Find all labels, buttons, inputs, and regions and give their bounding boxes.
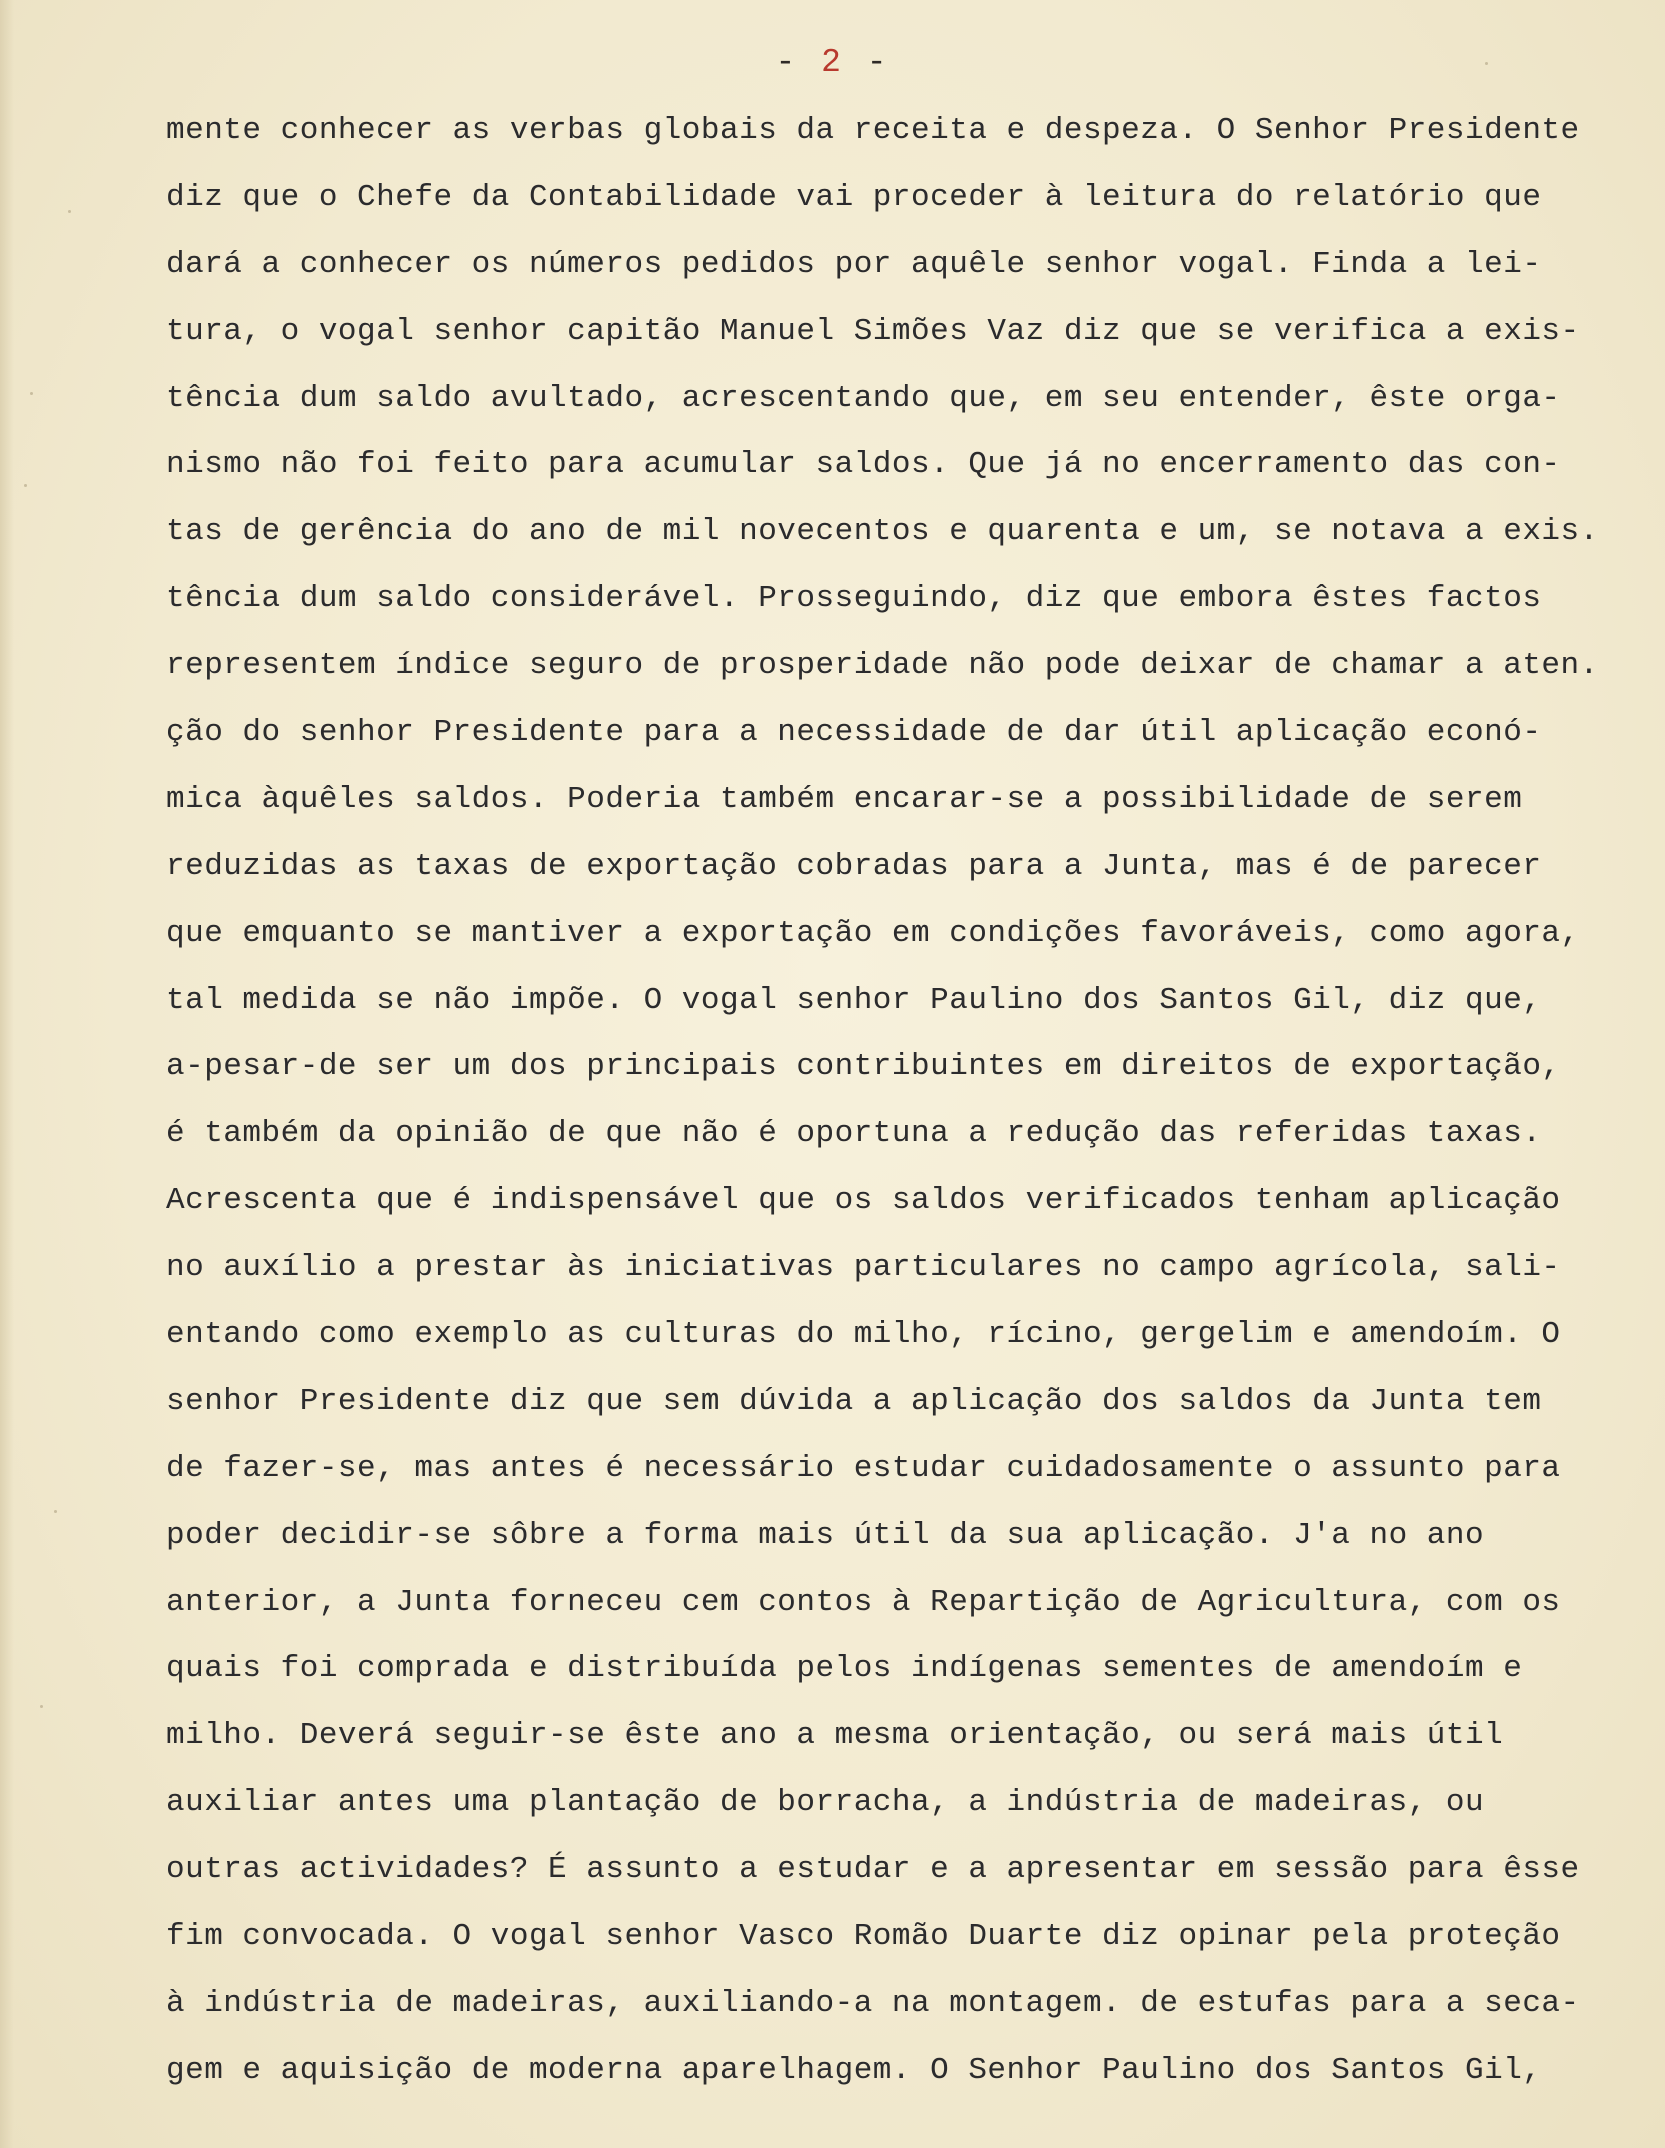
text-line: dará a conhecer os números pedidos por aquêle senhor vogal. Finda a lei-	[166, 246, 1542, 282]
text-line: tência dum saldo considerável. Prosseguindo, diz que embora êstes factos	[166, 581, 1542, 617]
text-line: a-pesar-de ser um dos principais contribuintes em direitos de exportação,	[166, 1049, 1561, 1085]
text-line: é também da opinião de que não é oportuna a redução das referidas taxas.	[166, 1116, 1542, 1152]
text-line: Acrescenta que é indispensável que os saldos verificados tenham aplicação	[166, 1183, 1561, 1219]
text-line: tal medida se não impõe. O vogal senhor Paulino dos Santos Gil, diz que,	[166, 982, 1542, 1018]
text-line: mente conhecer as verbas globais da receita e despeza. O Senhor Presidente	[166, 113, 1580, 148]
text-line: tas de gerência do ano de mil novecentos e quarenta e um, se notava a exis.	[166, 514, 1599, 550]
page-number	[0, 44, 1665, 81]
paper-speck	[68, 210, 71, 213]
text-line: nismo não foi feito para acumular saldos. Que já no encerramento das con-	[166, 447, 1561, 483]
paper-speck	[54, 1510, 57, 1513]
text-line: milho. Deverá seguir-se êste ano a mesma orientação, ou será mais útil	[166, 1718, 1504, 1754]
page-edge-shadow	[0, 0, 14, 2148]
text-line: de fazer-se, mas antes é necessário estudar cuidadosamente o assunto para	[166, 1450, 1561, 1486]
text-line: no auxílio a prestar às iniciativas particulares no campo agrícola, sali-	[166, 1250, 1561, 1286]
text-line: tência dum saldo avultado, acrescentando que, em seu entender, êste orga-	[166, 380, 1561, 416]
text-line: entando como exemplo as culturas do milho, rícino, gergelim e amendoím. O	[166, 1317, 1561, 1353]
paper-speck	[40, 1705, 43, 1708]
paper-speck	[24, 484, 27, 487]
text-line: senhor Presidente diz que sem dúvida a aplicação dos saldos da Junta tem	[166, 1383, 1542, 1419]
text-line: quais foi comprada e distribuída pelos indígenas sementes de amendoím e	[166, 1651, 1523, 1687]
page-number-suffix: -	[843, 44, 890, 81]
page-number-prefix: -	[775, 44, 822, 81]
text-line: anterior, a Junta forneceu cem contos à Repartição de Agricultura, com os	[166, 1584, 1561, 1620]
text-line: gem e aquisição de moderna aparelhagem. O Senhor Paulino dos Santos Gil,	[166, 2052, 1542, 2088]
paper-speck	[30, 392, 33, 395]
text-line: fim convocada. O vogal senhor Vasco Romão Duarte diz opinar pela proteção	[166, 1919, 1561, 1955]
text-line: representem índice seguro de prosperidade não pode deixar de chamar a aten.	[166, 648, 1599, 684]
text-line: diz que o Chefe da Contabilidade vai proceder à leitura do relatório que	[166, 179, 1542, 215]
text-line: à indústria de madeiras, auxiliando-a na montagem. de estufas para a seca-	[166, 1985, 1580, 2021]
text-line: outras actividades? É assunto a estudar e a apresentar em sessão para êsse	[166, 1852, 1580, 1888]
text-line: tura, o vogal senhor capitão Manuel Simões Vaz diz que se verifica a exis-	[166, 313, 1580, 349]
text-line: reduzidas as taxas de exportação cobradas para a Junta, mas é de parecer	[166, 848, 1542, 884]
typed-body-text	[166, 108, 1665, 2115]
text-line: ção do senhor Presidente para a necessidade de dar útil aplicação econó-	[166, 715, 1542, 751]
text-line: mica àquêles saldos. Poderia também encarar-se a possibilidade de serem	[166, 781, 1523, 817]
text-line: auxiliar antes uma plantação de borracha, a indústria de madeiras, ou	[166, 1785, 1485, 1821]
text-line: que emquanto se mantiver a exportação em condições favoráveis, como agora,	[166, 915, 1580, 951]
page-number-value: 2	[821, 44, 844, 81]
text-line: poder decidir-se sôbre a forma mais útil da sua aplicação. J'a no ano	[166, 1517, 1485, 1553]
